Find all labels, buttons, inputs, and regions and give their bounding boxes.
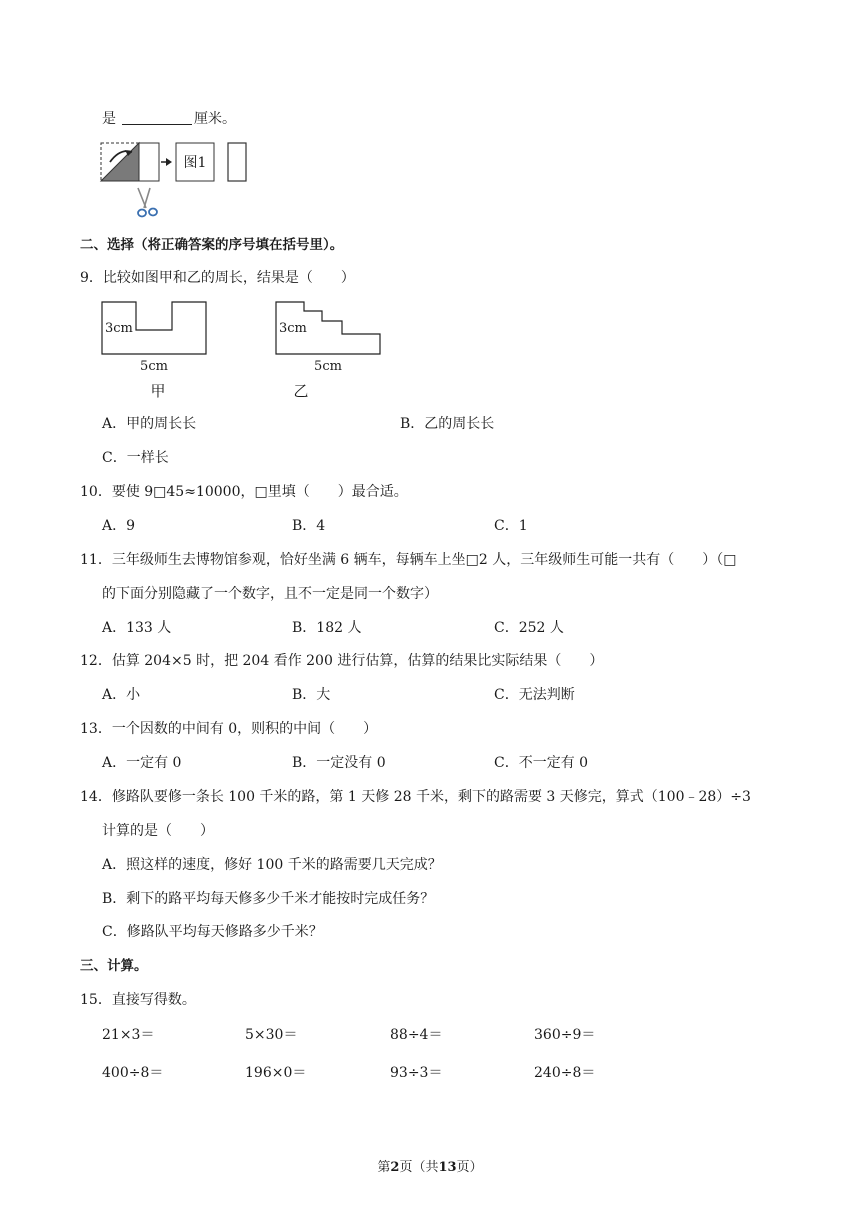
q15-item[interactable]: 5×30＝ (245, 1027, 298, 1043)
yi-bottom-label: 5cm (314, 359, 342, 374)
q8-answer-blank[interactable] (122, 110, 192, 125)
q12-option-c[interactable]: C．无法判断 (494, 687, 575, 703)
footer-page-number: 2 (390, 1160, 400, 1175)
q15-item[interactable]: 400÷8＝ (102, 1065, 164, 1081)
jia-side-label: 3cm (105, 321, 133, 336)
q9-stem: 9．比较如图甲和乙的周长，结果是（ ） (80, 270, 355, 286)
q13-stem: 13．一个因数的中间有 0，则积的中间（ ） (80, 721, 378, 737)
section2-title: 二、选择（将正确答案的序号填在括号里）。 (80, 237, 344, 253)
footer-mid: 页（共 (399, 1160, 439, 1175)
yi-name: 乙 (293, 382, 309, 400)
q8-fold-figure (98, 140, 258, 222)
q8-prefix: 是 (102, 111, 116, 127)
footer-total-pages: 13 (438, 1160, 457, 1175)
q14-stem-line2: 计算的是（ ） (102, 823, 214, 839)
footer-pre: 第 (377, 1160, 391, 1175)
q11-option-b[interactable]: B．182 人 (292, 620, 362, 636)
q9-option-b[interactable]: B．乙的周长长 (400, 416, 495, 432)
yi-side-label: 3cm (279, 321, 307, 336)
q10-option-a[interactable]: A．9 (102, 518, 136, 534)
q15-item[interactable]: 21×3＝ (102, 1027, 155, 1043)
q9-figure-yi (274, 298, 386, 404)
q15-stem: 15．直接写得数。 (80, 992, 196, 1008)
q11-option-a[interactable]: A．133 人 (102, 620, 172, 636)
scissors-icon (138, 188, 157, 217)
q10-stem: 10．要使 9□45≈10000，□里填（ ）最合适。 (80, 484, 408, 500)
q12-stem: 12．估算 204×5 时，把 204 看作 200 进行估算，估算的结果比实际结果（ ） (80, 653, 604, 669)
q14-option-b[interactable]: B．剩下的路平均每天修多少千米才能按时完成任务？ (102, 891, 435, 907)
jia-bottom-label: 5cm (140, 359, 168, 374)
q9-option-c[interactable]: C．一样长 (102, 450, 169, 466)
jia-name: 甲 (150, 382, 166, 400)
q15-item[interactable]: 196×0＝ (245, 1065, 307, 1081)
q15-item[interactable]: 88÷4＝ (390, 1027, 443, 1043)
section3-title: 三、计算。 (80, 958, 148, 974)
q10-option-b[interactable]: B．4 (292, 518, 326, 534)
q15-item[interactable]: 360÷9＝ (534, 1027, 596, 1043)
q8-suffix: 厘米。 (194, 111, 236, 127)
q14-option-c[interactable]: C．修路队平均每天修路多少千米？ (102, 924, 323, 940)
q11-stem-line1: 11．三年级师生去博物馆参观，恰好坐满 6 辆车，每辆车上坐□2 人，三年级师生可能一共有（ ）（□ (80, 552, 737, 568)
q15-item[interactable]: 240÷8＝ (534, 1065, 596, 1081)
q14-option-a[interactable]: A．照这样的速度，修好 100 千米的路需要几天完成？ (102, 857, 442, 873)
q8-figure-label: 图1 (183, 155, 207, 171)
q11-stem-line2: 的下面分别隐藏了一个数字，且不一定是同一个数字） (102, 586, 438, 602)
q10-option-c[interactable]: C．1 (494, 518, 528, 534)
q13-option-c[interactable]: C．不一定有 0 (494, 755, 589, 771)
q11-option-c[interactable]: C．252 人 (494, 620, 564, 636)
q15-item[interactable]: 93÷3＝ (390, 1065, 443, 1081)
q8-answer-line (102, 110, 236, 128)
page-footer (0, 1156, 860, 1175)
q9-option-a[interactable]: A．甲的周长长 (102, 416, 197, 432)
q12-option-b[interactable]: B．大 (292, 687, 331, 703)
q13-option-b[interactable]: B．一定没有 0 (292, 755, 386, 771)
q14-stem-line1: 14．修路队要修一条长 100 千米的路，第 1 天修 28 千米，剩下的路需要 3 天修完，算式（100﹣28）÷3 (80, 789, 751, 805)
q12-option-a[interactable]: A．小 (102, 687, 141, 703)
footer-post: 页） (456, 1160, 483, 1175)
q9-figure-jia (100, 298, 212, 404)
q13-option-a[interactable]: A．一定有 0 (102, 755, 182, 771)
